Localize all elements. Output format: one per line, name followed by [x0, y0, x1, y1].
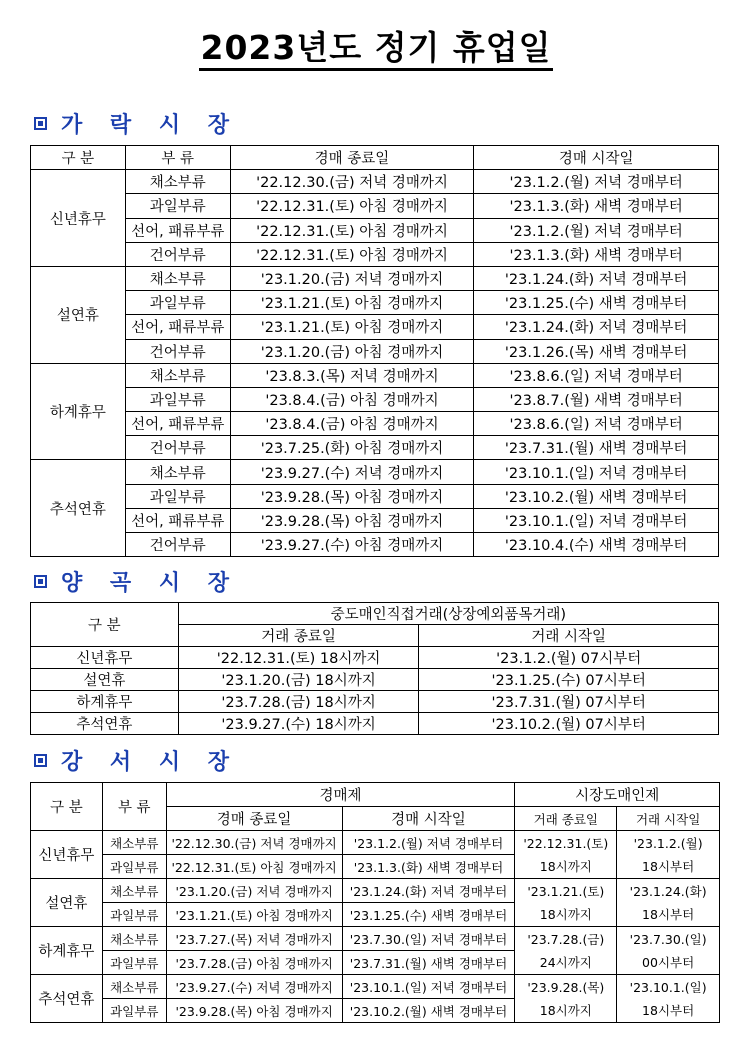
category-cell: 선어, 패류부류: [125, 315, 230, 339]
auction-end-cell: '23.8.4.(금) 아침 경매까지: [230, 387, 474, 411]
holiday-period: 하계휴무: [31, 691, 179, 713]
section-heading-yanggok: 양 곡 시 장: [34, 566, 239, 597]
auction-start-cell: '23.1.2.(월) 저녁 경매부터: [342, 831, 515, 855]
auction-end-cell: '23.9.28.(목) 아침 경매까지: [230, 508, 474, 532]
auction-end-cell: '22.12.31.(토) 아침 경매까지: [166, 855, 342, 879]
category-cell: 선어, 패류부류: [125, 508, 230, 532]
auction-end-cell: '23.9.27.(수) 저녁 경매까지: [230, 460, 474, 484]
table-row: [31, 879, 720, 903]
trade-end-time: 18시까지: [539, 906, 592, 922]
table-row: [31, 975, 720, 999]
header-direct-trade: 중도매인직접거래(상장예외품목거래): [178, 603, 718, 625]
garak-holiday-table: [30, 145, 719, 557]
auction-start-cell: '23.1.24.(화) 저녁 경매부터: [342, 879, 515, 903]
auction-end-cell: '22.12.31.(토) 아침 경매까지: [230, 218, 474, 242]
auction-end-cell: '23.7.28.(금) 아침 경매까지: [166, 951, 342, 975]
auction-start-cell: '23.1.3.(화) 새벽 경매부터: [474, 242, 719, 266]
table-row: [31, 831, 720, 855]
auction-start-cell: '23.7.30.(일) 저녁 경매부터: [342, 927, 515, 951]
trade-end-cell: '23.7.28.(금) 18시까지: [178, 691, 419, 713]
category-cell: 건어부류: [125, 339, 230, 363]
trade-end-date: '23.9.28.(목): [527, 979, 605, 995]
category-cell: 선어, 패류부류: [125, 218, 230, 242]
auction-start-cell: '23.7.31.(월) 새벽 경매부터: [474, 436, 719, 460]
auction-end-cell: '22.12.31.(토) 아침 경매까지: [230, 194, 474, 218]
category-cell: 과일부류: [102, 903, 166, 927]
auction-start-cell: '23.10.4.(수) 새벽 경매부터: [474, 533, 719, 557]
table-row: [31, 266, 719, 290]
auction-start-cell: '23.10.1.(일) 저녁 경매부터: [342, 975, 515, 999]
section-heading-gangseo: 강 서 시 장: [34, 745, 239, 776]
trade-start-cell: '23.1.25.(수) 07시부터: [419, 669, 719, 691]
trade-end-cell: '23.9.27.(수) 18시까지: [178, 713, 419, 735]
auction-end-cell: '23.1.20.(금) 저녁 경매까지: [166, 879, 342, 903]
trade-start-date: '23.1.2.(월): [633, 835, 703, 851]
header-auction-start: 경매 시작일: [474, 146, 719, 170]
auction-start-cell: '23.10.1.(일) 저녁 경매부터: [474, 460, 719, 484]
auction-start-cell: '23.7.31.(월) 새벽 경매부터: [342, 951, 515, 975]
auction-end-cell: '23.1.20.(금) 아침 경매까지: [230, 339, 474, 363]
table-row: [31, 647, 719, 669]
holiday-period: 설연휴: [31, 669, 179, 691]
header-market-wholesaler-system: 시장도매인제: [515, 783, 720, 807]
category-cell: 건어부류: [125, 242, 230, 266]
trade-end-time: 24시까지: [539, 954, 592, 970]
auction-end-cell: '23.7.25.(화) 아침 경매까지: [230, 436, 474, 460]
header-buryu: 부 류: [125, 146, 230, 170]
table-row: [31, 533, 719, 557]
header-auction-start: 경매 시작일: [342, 807, 515, 831]
auction-start-cell: '23.10.2.(월) 새벽 경매부터: [474, 484, 719, 508]
table-row: [31, 363, 719, 387]
table-row: [31, 218, 719, 242]
header-trade-start: 거래 시작일: [617, 807, 720, 831]
trade-start-date: '23.1.24.(화): [629, 883, 707, 899]
table-row: [31, 387, 719, 411]
auction-end-cell: '23.1.21.(토) 아침 경매까지: [230, 315, 474, 339]
category-cell: 과일부류: [125, 291, 230, 315]
trade-start-cell: '23.1.2.(월) 07시부터: [419, 647, 719, 669]
auction-end-cell: '22.12.31.(토) 아침 경매까지: [230, 242, 474, 266]
table-row: [31, 484, 719, 508]
header-gubun: 구 분: [31, 783, 103, 831]
table-row: [31, 460, 719, 484]
header-auction-end: 경매 종료일: [230, 146, 474, 170]
holiday-period: 추석연휴: [31, 460, 126, 557]
trade-end-time: 18시까지: [539, 1002, 592, 1018]
auction-end-cell: '23.1.20.(금) 저녁 경매까지: [230, 266, 474, 290]
category-cell: 채소부류: [125, 266, 230, 290]
auction-end-cell: '23.8.3.(목) 저녁 경매까지: [230, 363, 474, 387]
category-cell: 과일부류: [102, 999, 166, 1023]
header-trade-end: 거래 종료일: [515, 807, 617, 831]
auction-start-cell: '23.1.25.(수) 새벽 경매부터: [342, 903, 515, 927]
trade-end-cell: [515, 975, 617, 1023]
auction-end-cell: '23.9.27.(수) 아침 경매까지: [230, 533, 474, 557]
category-cell: 과일부류: [125, 484, 230, 508]
category-cell: 건어부류: [125, 436, 230, 460]
trade-start-date: '23.7.30.(일): [629, 931, 707, 947]
page-title: 2023년도 정기 휴업일: [0, 22, 752, 69]
trade-start-cell: [617, 831, 720, 879]
table-row: [31, 691, 719, 713]
category-cell: 과일부류: [102, 855, 166, 879]
header-buryu: 부 류: [102, 783, 166, 831]
category-cell: 채소부류: [125, 170, 230, 194]
header-gubun: 구 분: [31, 603, 179, 647]
trade-end-time: 18시까지: [539, 858, 592, 874]
auction-start-cell: '23.1.2.(월) 저녁 경매부터: [474, 170, 719, 194]
auction-end-cell: '22.12.30.(금) 저녁 경매까지: [166, 831, 342, 855]
header-trade-start: 거래 시작일: [419, 625, 719, 647]
category-cell: 채소부류: [102, 831, 166, 855]
trade-start-date: '23.10.1.(일): [629, 979, 707, 995]
yanggok-holiday-table: [30, 602, 719, 735]
category-cell: 과일부류: [125, 194, 230, 218]
trade-end-cell: [515, 927, 617, 975]
table-row: [31, 436, 719, 460]
category-cell: 건어부류: [125, 533, 230, 557]
category-cell: 채소부류: [125, 460, 230, 484]
trade-end-cell: [515, 831, 617, 879]
square-bullet-icon: [34, 117, 47, 130]
auction-start-cell: '23.8.7.(월) 새벽 경매부터: [474, 387, 719, 411]
auction-start-cell: '23.10.1.(일) 저녁 경매부터: [474, 508, 719, 532]
square-bullet-icon: [34, 575, 47, 588]
auction-start-cell: '23.1.26.(목) 새벽 경매부터: [474, 339, 719, 363]
category-cell: 채소부류: [125, 363, 230, 387]
holiday-period: 추석연휴: [31, 713, 179, 735]
section-heading-garak: 가 락 시 장: [34, 108, 239, 139]
auction-start-cell: '23.1.3.(화) 새벽 경매부터: [474, 194, 719, 218]
header-auction-end: 경매 종료일: [166, 807, 342, 831]
auction-end-cell: '23.1.21.(토) 아침 경매까지: [166, 903, 342, 927]
holiday-period: 신년휴무: [31, 831, 103, 879]
holiday-period: 추석연휴: [31, 975, 103, 1023]
holiday-period: 설연휴: [31, 266, 126, 363]
table-row: [31, 315, 719, 339]
table-row: [31, 291, 719, 315]
holiday-period: 하계휴무: [31, 363, 126, 460]
trade-start-time: 00시부터: [642, 954, 695, 970]
trade-start-time: 18시부터: [642, 858, 695, 874]
table-row: [31, 713, 719, 735]
trade-start-cell: '23.7.31.(월) 07시부터: [419, 691, 719, 713]
trade-start-cell: [617, 927, 720, 975]
auction-end-cell: '23.8.4.(금) 아침 경매까지: [230, 412, 474, 436]
trade-end-date: '23.7.28.(금): [527, 931, 605, 947]
auction-end-cell: '23.9.28.(목) 아침 경매까지: [230, 484, 474, 508]
header-trade-end: 거래 종료일: [178, 625, 419, 647]
header-auction-system: 경매제: [166, 783, 515, 807]
auction-start-cell: '23.8.6.(일) 저녁 경매부터: [474, 363, 719, 387]
category-cell: 과일부류: [125, 387, 230, 411]
category-cell: 채소부류: [102, 975, 166, 999]
holiday-period: 하계휴무: [31, 927, 103, 975]
table-row: [31, 669, 719, 691]
category-cell: 채소부류: [102, 927, 166, 951]
table-row: [31, 194, 719, 218]
trade-end-cell: '22.12.31.(토) 18시까지: [178, 647, 419, 669]
gangseo-holiday-table: [30, 782, 720, 1023]
auction-end-cell: '23.9.28.(목) 아침 경매까지: [166, 999, 342, 1023]
auction-end-cell: '23.9.27.(수) 저녁 경매까지: [166, 975, 342, 999]
auction-start-cell: '23.8.6.(일) 저녁 경매부터: [474, 412, 719, 436]
holiday-period: 설연휴: [31, 879, 103, 927]
auction-start-cell: '23.1.24.(화) 저녁 경매부터: [474, 266, 719, 290]
category-cell: 채소부류: [102, 879, 166, 903]
trade-start-time: 18시부터: [642, 1002, 695, 1018]
trade-start-cell: '23.10.2.(월) 07시부터: [419, 713, 719, 735]
trade-start-time: 18시부터: [642, 906, 695, 922]
category-cell: 과일부류: [102, 951, 166, 975]
trade-end-date: '22.12.31.(토): [523, 835, 609, 851]
auction-end-cell: '22.12.30.(금) 저녁 경매까지: [230, 170, 474, 194]
table-row: [31, 927, 720, 951]
auction-end-cell: '23.7.27.(목) 저녁 경매까지: [166, 927, 342, 951]
auction-start-cell: '23.1.3.(화) 새벽 경매부터: [342, 855, 515, 879]
auction-start-cell: '23.1.2.(월) 저녁 경매부터: [474, 218, 719, 242]
table-row: [31, 339, 719, 363]
trade-end-date: '23.1.21.(토): [527, 883, 605, 899]
table-row: [31, 412, 719, 436]
table-row: [31, 170, 719, 194]
trade-start-cell: [617, 879, 720, 927]
holiday-period: 신년휴무: [31, 170, 126, 267]
trade-end-cell: '23.1.20.(금) 18시까지: [178, 669, 419, 691]
header-gubun: 구 분: [31, 146, 126, 170]
square-bullet-icon: [34, 754, 47, 767]
auction-start-cell: '23.1.25.(수) 새벽 경매부터: [474, 291, 719, 315]
table-row: [31, 242, 719, 266]
table-row: [31, 508, 719, 532]
auction-start-cell: '23.10.2.(월) 새벽 경매부터: [342, 999, 515, 1023]
trade-end-cell: [515, 879, 617, 927]
trade-start-cell: [617, 975, 720, 1023]
auction-start-cell: '23.1.24.(화) 저녁 경매부터: [474, 315, 719, 339]
category-cell: 선어, 패류부류: [125, 412, 230, 436]
auction-end-cell: '23.1.21.(토) 아침 경매까지: [230, 291, 474, 315]
holiday-period: 신년휴무: [31, 647, 179, 669]
